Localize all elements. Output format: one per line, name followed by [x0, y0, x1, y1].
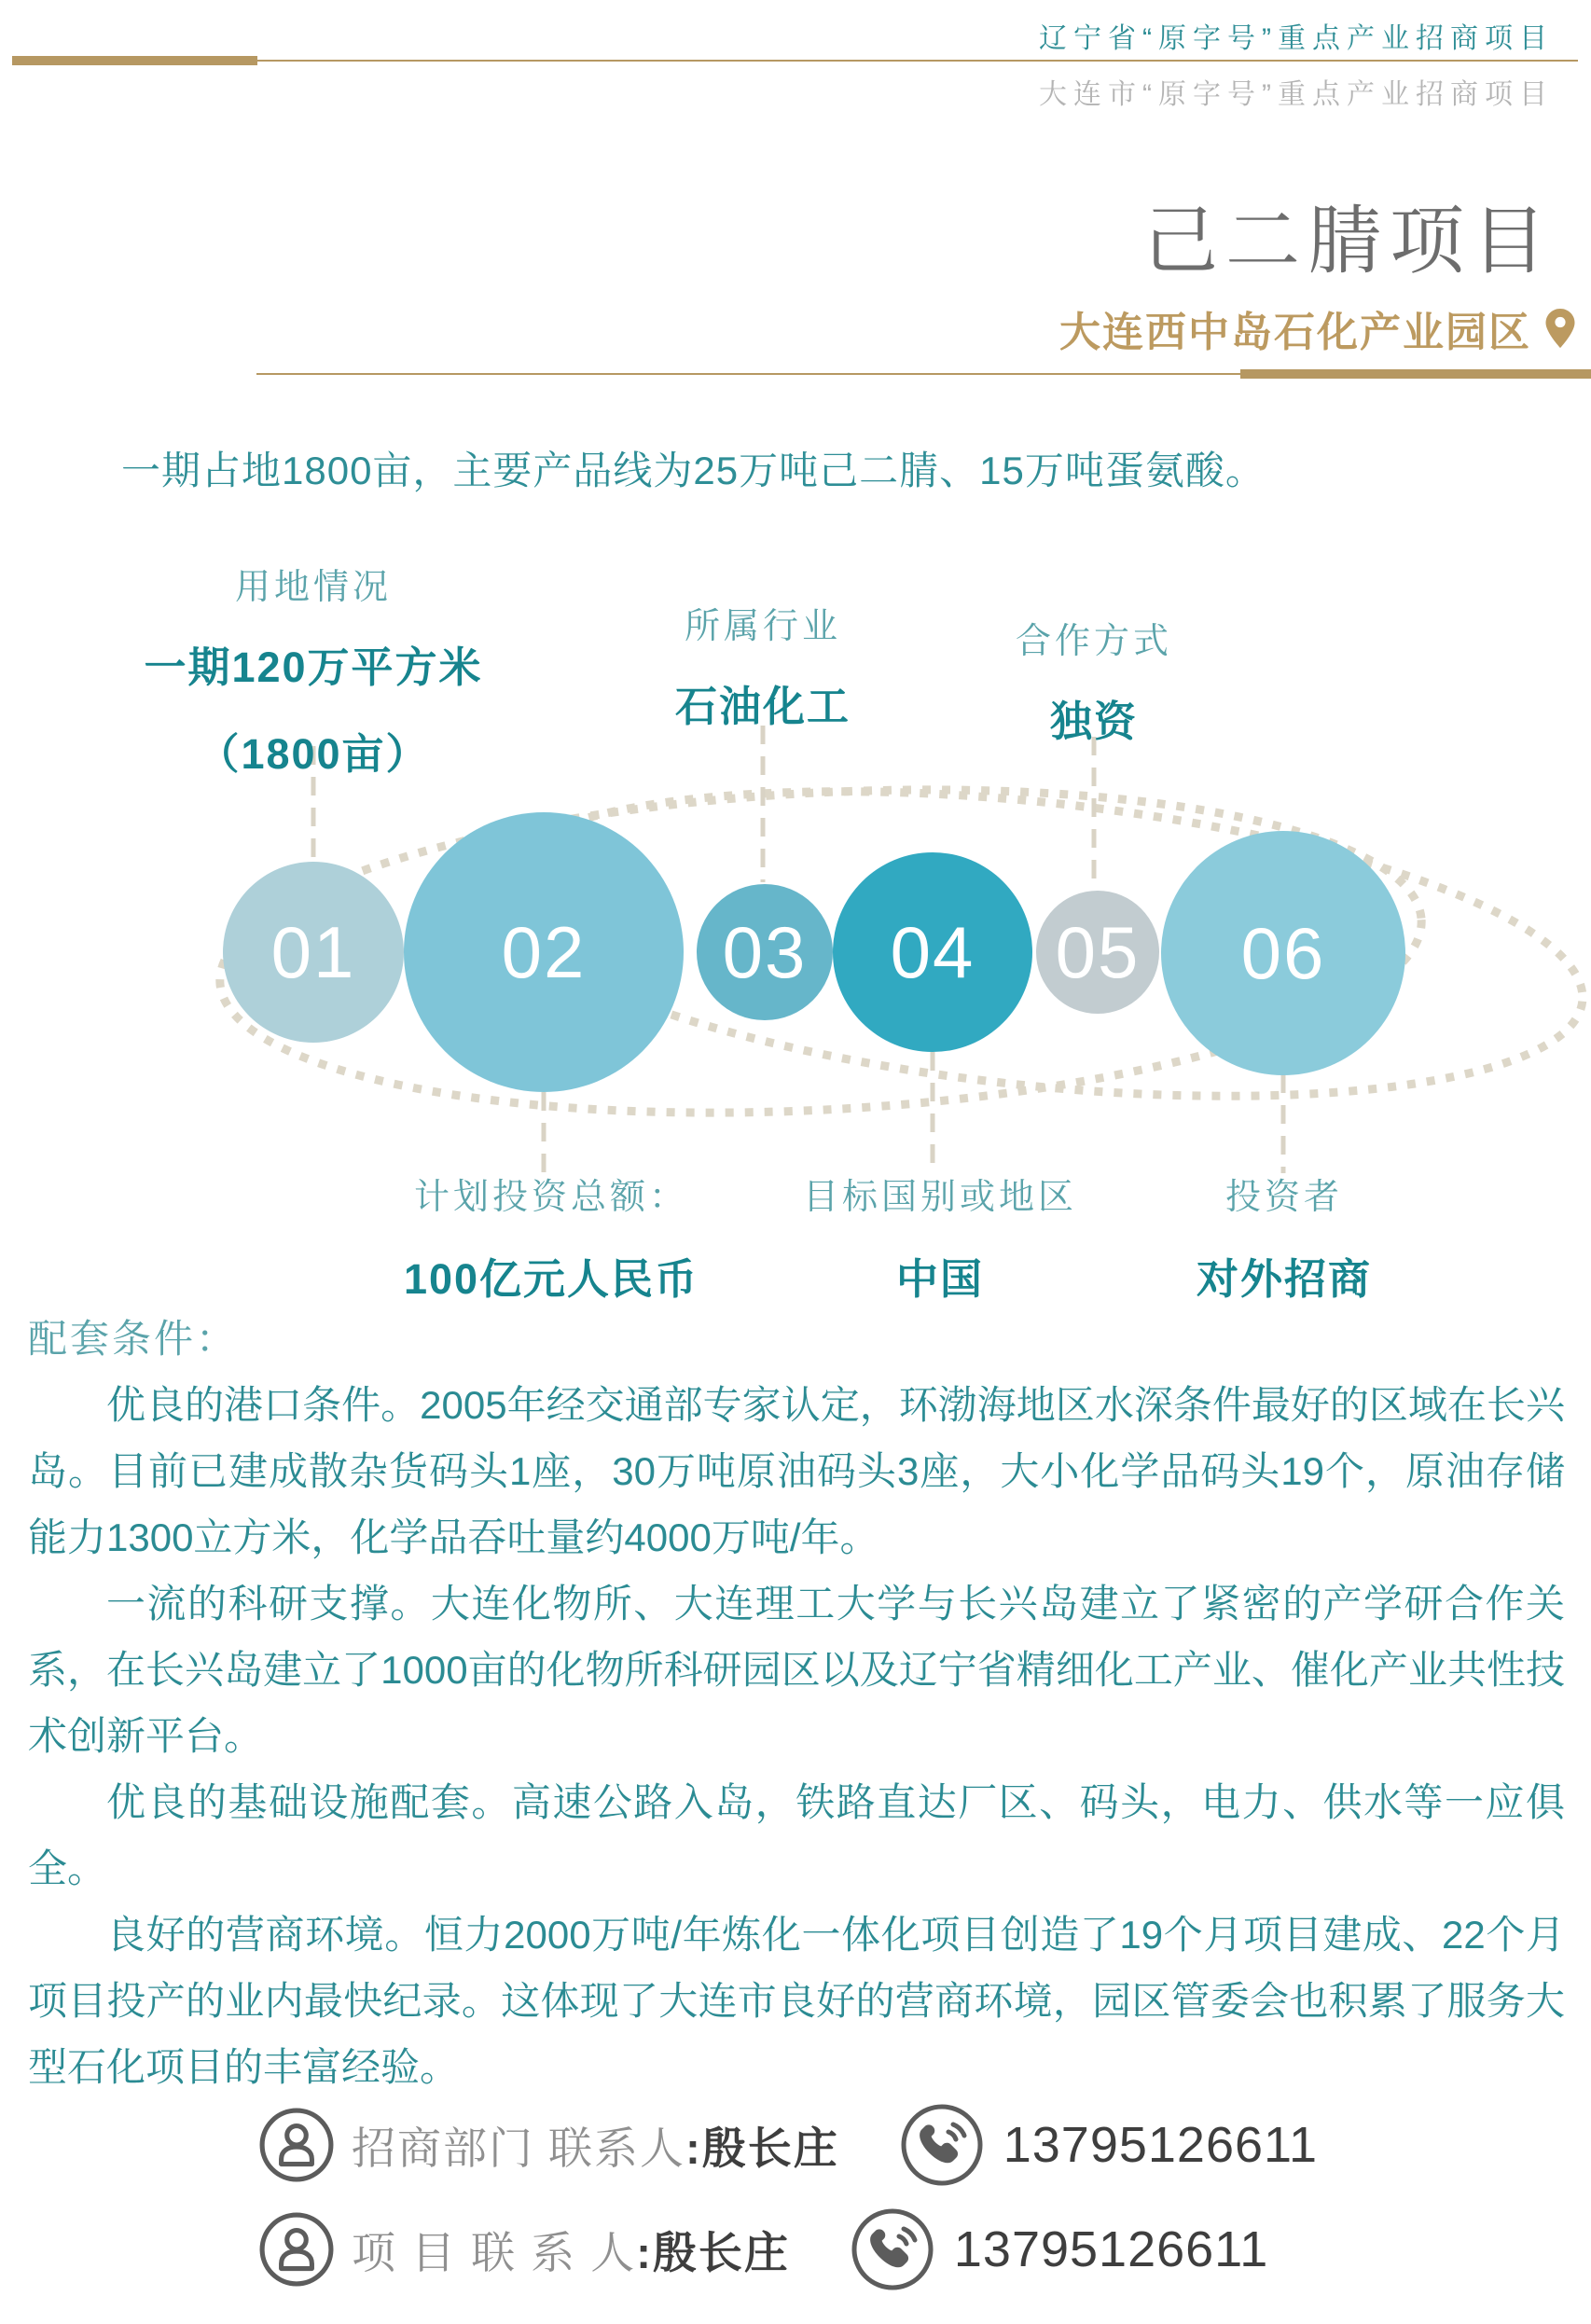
info-caption: 用地情况	[234, 568, 392, 607]
contact-label: 项 目 联 系 人	[352, 2227, 637, 2277]
step-circle-04	[833, 852, 1032, 1052]
conditions-paragraph: 优良的港口条件。2005年经交通部专家认定，环渤海地区水深条件最好的区域在长兴岛。目前已建成散杂货码头1座，30万吨原油码头3座，大小化学品码头19个，原油存储能力1300立方米，化学品吞吐量约4000万吨/年。	[28, 1383, 1565, 1559]
conditions-paragraph: 优良的基础设施配套。高速公路入岛，铁路直达厂区、码头，电力、供水等一应俱全。	[28, 1780, 1565, 1890]
step-number: 06	[1240, 911, 1326, 994]
info-target-region	[744, 1168, 1136, 1306]
step-circle-03	[697, 884, 833, 1020]
info-caption: 投资者	[1224, 1178, 1343, 1217]
phone-icon	[899, 2102, 985, 2188]
person-icon	[258, 2211, 335, 2288]
park-name: 大连西中岛石化产业园区	[1059, 310, 1531, 355]
step-number: 04	[890, 910, 975, 993]
info-value2: （1800亩）	[197, 730, 430, 778]
info-caption: 目标国别或地区	[802, 1178, 1077, 1217]
location-pin-icon	[1544, 308, 1576, 349]
info-value: 中国	[895, 1255, 984, 1303]
info-caption: 所属行业	[684, 607, 841, 646]
step-circle-06	[1161, 831, 1405, 1075]
conditions-section	[28, 1306, 1565, 2100]
phone-icon	[850, 2206, 935, 2292]
info-investor	[1088, 1168, 1480, 1306]
step-circle-02	[404, 812, 684, 1092]
info-caption: 合作方式	[1015, 622, 1172, 661]
intro-text: 一期占地1800亩，主要产品线为25万吨己二腈、15万吨蛋氨酸。	[121, 449, 1266, 492]
info-land	[118, 558, 509, 781]
contact-row-2	[258, 2206, 1433, 2292]
info-value: 对外招商	[1196, 1255, 1372, 1303]
person-icon	[258, 2107, 335, 2183]
info-value: 独资	[1049, 698, 1138, 745]
step-circle-01	[223, 862, 404, 1043]
info-value: 100亿元人民币	[403, 1255, 699, 1303]
step-circle-05	[1036, 891, 1159, 1014]
conditions-heading: 配套条件：	[28, 1317, 239, 1361]
contact-phone: 13795126611	[953, 2221, 1269, 2277]
info-investment	[355, 1168, 747, 1306]
contact-name: :殷长庄	[685, 2123, 839, 2173]
step-number: 03	[722, 910, 808, 993]
header-city-line: 大连市“原字号”重点产业招商项目	[1039, 79, 1554, 110]
step-number: 05	[1055, 910, 1141, 993]
subtitle-accent-bar	[1240, 369, 1591, 379]
contact-name: :殷长庄	[636, 2227, 790, 2277]
contact-label: 招商部门 联系人	[352, 2123, 686, 2173]
header-province-line: 辽宁省“原字号”重点产业招商项目	[1039, 23, 1554, 54]
info-cooperation	[898, 612, 1290, 748]
info-value: 一期120万平方米	[144, 643, 483, 691]
info-caption: 计划投资总额：	[413, 1178, 688, 1217]
park-subtitle-row	[1059, 298, 1576, 358]
contact-phone: 13795126611	[1003, 2117, 1319, 2173]
step-number: 02	[501, 910, 587, 993]
info-value: 石油化工	[674, 683, 851, 730]
step-number: 01	[270, 910, 356, 993]
conditions-paragraph: 良好的营商环境。恒力2000万吨/年炼化一体化项目创造了19个月项目建成、22个月项目投产的业内最快纪录。这体现了大连市良好的营商环境，园区管委会也积累了服务大型石化项目的丰富经验。	[28, 1913, 1565, 2089]
page-title: 己二腈项目	[1143, 200, 1554, 283]
header-accent-bar	[12, 56, 257, 65]
conditions-paragraph: 一流的科研支撑。大连化物所、大连理工大学与长兴岛建立了紧密的产学研合作关系，在长兴岛建立了1000亩的化物所科研园区以及辽宁省精细化工产业、催化产业共性技术创新平台。	[28, 1582, 1565, 1758]
contact-row-1	[258, 2102, 1433, 2188]
